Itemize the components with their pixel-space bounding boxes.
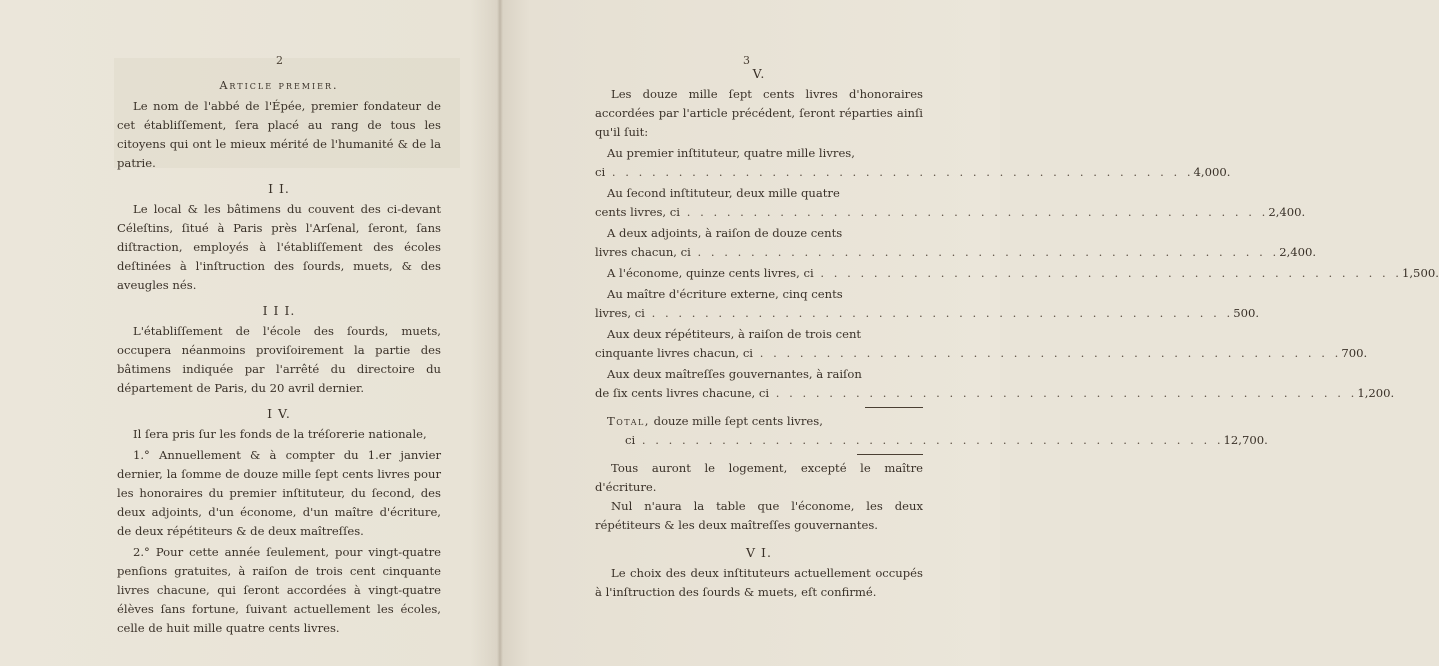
entry-amount: 2,400. [1268, 205, 1306, 219]
sum-rule [857, 454, 923, 455]
page-number: 3 [743, 54, 750, 67]
section-numeral: I I. [268, 181, 290, 196]
leader-dots: . . . . . . . . . . . . . . . . . . . . . . . . . . . . . . . . . . . . . . . . . . . . [644, 306, 1234, 320]
entry-amount: 1,500. [1402, 266, 1439, 280]
entry-amount: 700. [1341, 346, 1368, 360]
paragraph: Les douze mille ſept cents livres d'honoraires accordées par l'article précédent, ſeront réparties ainſi qu'il ſuit: [595, 87, 923, 139]
section-numeral: V I. [746, 545, 772, 560]
total-desc: douze mille ſept cents livres, [653, 414, 823, 428]
sum-rule [865, 407, 923, 408]
leader-dots: . . . . . . . . . . . . . . . . . . . . . . . . . . . . . . . . . . . . . . . . . . . . [753, 346, 1342, 360]
entry-description: Au ſecond inſtituteur, deux mille quatre [607, 186, 840, 200]
entry-label: livres chacun, ci [595, 245, 691, 259]
left-page [0, 0, 497, 666]
leader-dots: . . . . . . . . . . . . . . . . . . . . . . . . . . . . . . . . . . . . . . . . . . . . [605, 165, 1194, 179]
paragraph: Tous auront le logement, excepté le maître d'écriture. [595, 461, 923, 494]
entry-label: cinquante livres chacun, ci [595, 346, 754, 360]
leader-dots: . . . . . . . . . . . . . . . . . . . . . . . . . . . . . . . . . . . . . . . . . . . . [813, 266, 1402, 280]
entry-label: cents livres, ci [595, 205, 681, 219]
honoraria-entry [595, 224, 1317, 262]
paragraph: Nul n'aura la table que l'économe, les deux répétiteurs & les deux maîtreſſes gouvernantes. [595, 499, 923, 532]
leader-dots: . . . . . . . . . . . . . . . . . . . . . . . . . . . . . . . . . . . . . . . . . . . . [680, 205, 1269, 219]
honoraria-entry [595, 325, 1368, 363]
article-heading: Article premier. [219, 79, 339, 92]
entry-description: Au maître d'écriture externe, cinq cents [607, 287, 843, 301]
paragraph: Le nom de l'abbé de l'Épée, premier fondateur de cet établiſſement, ſera placé au rang de tous les citoyens qui ont le mieux mérité de l'humanité & de la patrie. [117, 99, 441, 170]
total-label: ci [625, 433, 636, 447]
section-numeral: I V. [267, 406, 291, 421]
honoraria-list [595, 144, 1439, 403]
honoraria-entry [595, 184, 1306, 222]
paragraph: L'établiſſement de l'école des ſourds, muets, occupera néanmoins proviſoirement la partie des bâtimens indiquée par l'arrêté du directoire du département de Paris, du 20 avril dernier. [117, 324, 441, 395]
total-amount: 12,700. [1223, 433, 1268, 447]
honoraria-entry [595, 144, 1231, 182]
entry-label: ci [595, 165, 606, 179]
section-numeral: I I I. [262, 303, 296, 318]
total-entry [595, 412, 1268, 450]
paragraph: Il ſera pris ſur les fonds de la tréſorerie nationale, [133, 427, 427, 441]
honoraria-entry [595, 264, 1439, 283]
entry-label: de ſix cents livres chacune, ci [595, 386, 770, 400]
page-number: 2 [276, 54, 283, 67]
left-text-column [117, 74, 441, 638]
honoraria-entry [595, 285, 1260, 323]
total-caps: Total, [607, 414, 650, 428]
section-numeral: V. [752, 66, 766, 81]
entry-label: livres, ci [595, 306, 645, 320]
leader-dots: . . . . . . . . . . . . . . . . . . . . . . . . . . . . . . . . . . . . . . . . . . . . [635, 433, 1224, 447]
entry-label: A l'économe, quinze cents livres, ci [607, 266, 814, 280]
right-text-column [595, 64, 1439, 602]
paragraph: Le local & les bâtimens du couvent des ci-devant Céleſtins, ſitué à Paris près l'Arſenal, ſeront, ſans diſtraction, employés à l'établiſſement des écoles deſtinées à l'inſtruction des ſourds, muets, & des aveugles nés. [117, 202, 441, 292]
right-page [503, 0, 1439, 666]
entry-description: A deux adjoints, à raiſon de douze cents [607, 226, 843, 240]
leader-dots: . . . . . . . . . . . . . . . . . . . . . . . . . . . . . . . . . . . . . . . . . . . . [769, 386, 1358, 400]
entry-description: Aux deux maîtreſſes gouvernantes, à raiſon [607, 367, 862, 381]
paragraph: Le choix des deux inſtituteurs actuellement occupés à l'inſtruction des ſourds & muets, eſt confirmé. [595, 566, 923, 599]
honoraria-entry [595, 365, 1395, 403]
leader-dots: . . . . . . . . . . . . . . . . . . . . . . . . . . . . . . . . . . . . . . . . . . . . [690, 245, 1280, 259]
entry-amount: 4,000. [1193, 165, 1231, 179]
entry-description: Aux deux répétiteurs, à raiſon de trois cent [607, 327, 862, 341]
entry-amount: 2,400. [1279, 245, 1317, 259]
paragraph: 2.° Pour cette année ſeulement, pour vingt-quatre penſions gratuites, à raiſon de trois cent cinquante livres chacune, qui ſeront accordées à vingt-quatre élèves ſans fortune, ſuivant actuellement les écoles, celle de huit mille quatre cents livres. [117, 545, 441, 635]
entry-amount: 500. [1233, 306, 1260, 320]
entry-amount: 1,200. [1357, 386, 1395, 400]
entry-description: Au premier inſtituteur, quatre mille livres, [607, 146, 855, 160]
paragraph: 1.° Annuellement & à compter du 1.er janvier dernier, la ſomme de douze mille ſept cents livres pour les honoraires du premier inſtituteur, du ſecond, des deux adjoints, d'un économe, d'un maître d'écriture, de deux répétiteurs & de deux maîtreſſes. [117, 448, 441, 538]
